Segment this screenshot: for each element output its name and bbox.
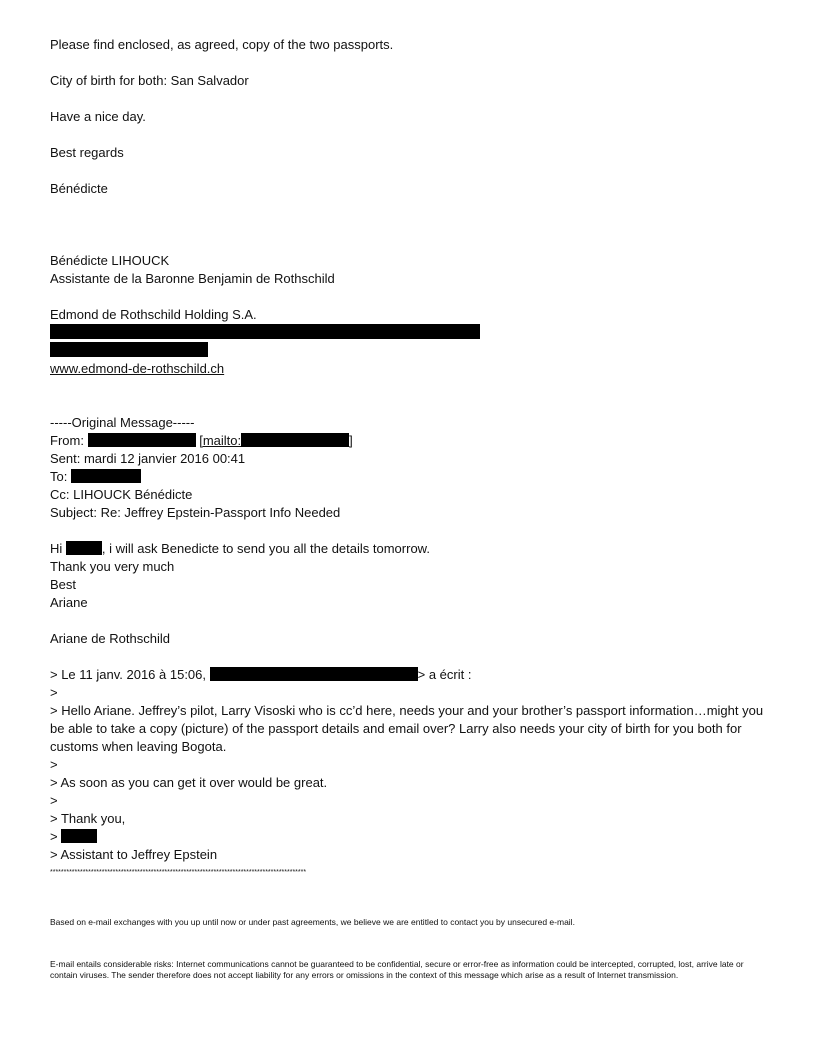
original-message-header [50, 414, 766, 522]
quoted-intro-end: > a écrit : [417, 667, 472, 682]
from-label: From: [50, 433, 84, 448]
body-line-city-of-birth: City of birth for both: San Salvador [50, 73, 249, 88]
email-body [50, 36, 766, 878]
quoted-line: > [50, 757, 58, 772]
disclaimer-email-risks: E-mail entails considerable risks: Internet communications cannot be guaranteed to be confidential, secure or error-free as information could be intercepted, corrupted, lost, arrive late or contain viruses. The sender therefore does not accept liability for any errors or omissions in the context of this message which arise as a result of Internet transmission. [50, 959, 744, 980]
quoted-message [50, 666, 766, 864]
mailto-link[interactable] [199, 433, 353, 448]
reply-hi-rest: , i will ask Benedicte to send you all the details tomorrow. [101, 541, 430, 556]
reply-message [50, 540, 766, 648]
signature-name: Bénédicte LIHOUCK [50, 253, 170, 268]
mailto-open: [mailto: [199, 433, 242, 448]
redaction-bar [241, 433, 349, 447]
quoted-line-assistant: > Assistant to Jeffrey Epstein [50, 847, 218, 862]
redaction-bar [66, 541, 102, 555]
body-line-sender-first-name: Bénédicte [50, 181, 108, 196]
reply-hi-line [50, 540, 766, 558]
quoted-line: > [50, 793, 58, 808]
to-label: To: [50, 469, 68, 484]
reply-thanks: Thank you very much [50, 559, 175, 574]
reply-name: Ariane [50, 595, 88, 610]
quoted-line-asap: > As soon as you can get it over would be great. [50, 775, 328, 790]
website-link[interactable]: www.edmond-de-rothschild.ch [50, 361, 225, 376]
quote-marker: > [50, 829, 58, 844]
signature-company: Edmond de Rothschild Holding S.A. [50, 307, 257, 322]
from-line [50, 432, 766, 450]
redaction-bar [210, 667, 418, 681]
subject-line: Subject: Re: Jeffrey Epstein-Passport Info Needed [50, 505, 341, 520]
to-line [50, 468, 766, 486]
quoted-line: > [50, 685, 58, 700]
redaction-bar [71, 469, 141, 483]
body-line-best-regards: Best regards [50, 145, 124, 160]
asterisk-separator: ********************************************************************************************** [50, 869, 307, 876]
body-line-enclosed: Please find enclosed, as agreed, copy of the two passports. [50, 37, 394, 52]
quoted-intro-line [50, 666, 766, 684]
original-message-separator: -----Original Message----- [50, 415, 195, 430]
redaction-bar [50, 324, 480, 339]
reply-hi: Hi [50, 541, 63, 556]
sent-line: Sent: mardi 12 janvier 2016 00:41 [50, 451, 246, 466]
redaction-bar [50, 342, 208, 357]
quoted-line-thank-you: > Thank you, [50, 811, 126, 826]
redaction-bar [61, 829, 97, 843]
cc-line: Cc: LIHOUCK Bénédicte [50, 487, 193, 502]
redaction-bar [88, 433, 196, 447]
body-line-nice-day: Have a nice day. [50, 109, 146, 124]
quoted-intro-start: > Le 11 janv. 2016 à 15:06, [50, 667, 207, 682]
mailto-close: ] [349, 433, 353, 448]
signature-role: Assistante de la Baronne Benjamin de Rothschild [50, 271, 335, 286]
email-signature [50, 252, 766, 378]
reply-full-name: Ariane de Rothschild [50, 631, 170, 646]
quoted-line-redacted-name [50, 828, 766, 846]
disclaimer-unsecured-email: Based on e-mail exchanges with you up until now or under past agreements, we believe we are entitled to contact you by unsecured e-mail. [50, 917, 575, 927]
reply-best: Best [50, 577, 77, 592]
quoted-paragraph-request: > Hello Ariane. Jeffrey’s pilot, Larry Visoski who is cc’d here, needs your and your brother’s passport information…might you be able to take a copy (picture) of the passport details and email over? Larry also needs your city of birth for you both for customs when leaving Bogota. [50, 703, 764, 754]
